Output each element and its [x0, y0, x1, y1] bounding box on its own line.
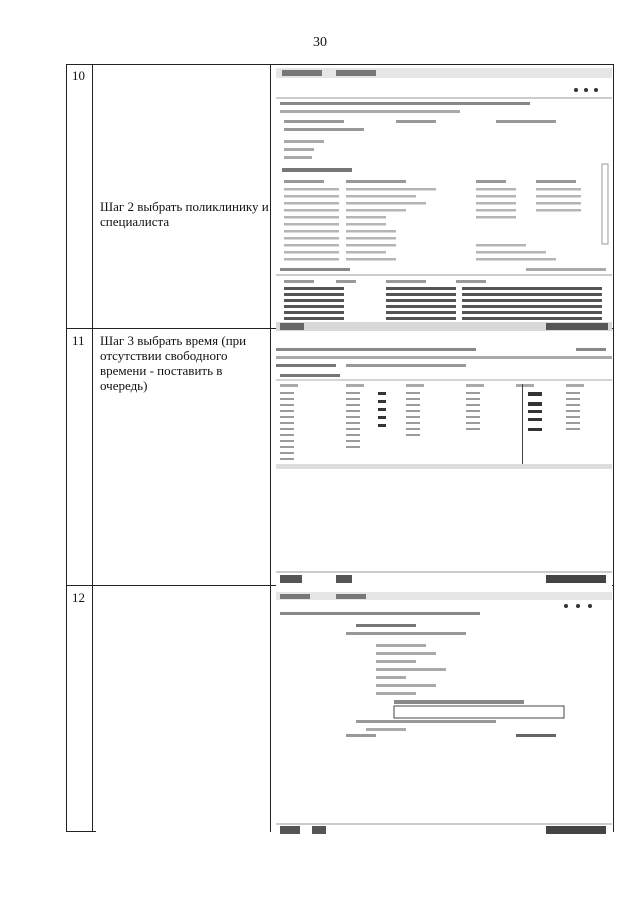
table-left-border: [66, 64, 67, 832]
screenshot-taskbar-fragment: [276, 570, 612, 586]
table-col-divider-2: [270, 64, 271, 832]
table-right-border: [613, 64, 614, 832]
table-top-border: [66, 64, 614, 65]
screenshot-clinic-selection: [276, 68, 612, 331]
screenshot-confirmation-image: [276, 592, 612, 742]
screenshot-bottom-taskbar: [276, 822, 612, 836]
screenshot-time-selection: [276, 344, 612, 469]
row-number: 11: [72, 333, 85, 348]
page-number: 30: [313, 35, 327, 50]
step-description: Шаг 3 выбрать время (при отсутствии свободного времени - поставить в очередь): [100, 333, 247, 393]
table-bottom-stub: [66, 831, 96, 832]
screenshot-time-selection-image: [276, 344, 612, 469]
step-description: Шаг 2 выбрать поликлинику и специалиста: [100, 199, 269, 229]
screenshot-confirmation: [276, 592, 612, 742]
screenshot-clinic-selection-image: [276, 68, 612, 331]
screenshot-taskbar-image: [276, 570, 612, 586]
screenshot-bottom-taskbar-image: [276, 822, 612, 836]
row-number: 10: [72, 68, 85, 83]
row-number: 12: [72, 590, 85, 605]
table-col-divider-1: [92, 64, 93, 832]
